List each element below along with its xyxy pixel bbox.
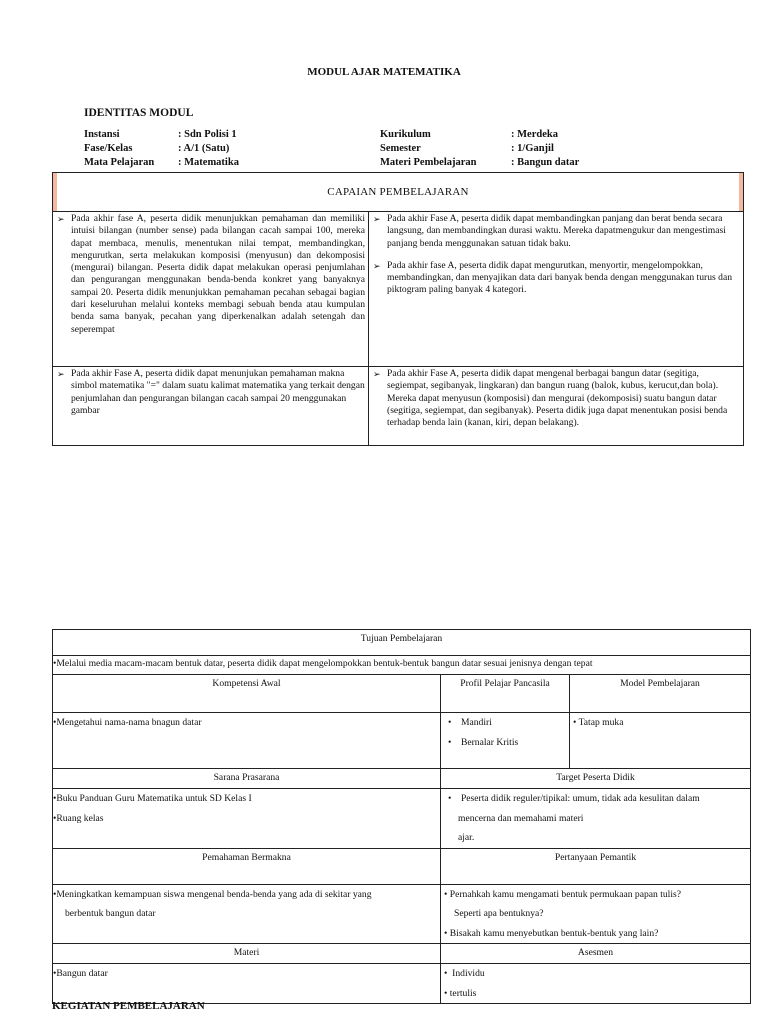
kegiatan-heading: KEGIATAN PEMBELAJARAN (52, 1000, 205, 1012)
capaian-heading: CAPAIAN PEMBELAJARAN (53, 173, 743, 212)
bullet-icon: • (448, 736, 461, 748)
list-item-continuation: Seperti apa bentuknya? (454, 908, 544, 919)
label-kurikulum: Kurikulum (380, 129, 431, 140)
list-item: • Bangun datar (53, 964, 440, 984)
sarana-cell (53, 789, 441, 849)
list-item (448, 789, 750, 809)
materi-cell (53, 964, 441, 1004)
bullet-icon: • (448, 717, 461, 728)
identitas-right-values (511, 128, 579, 170)
tujuan-text: • Melalui media macam-macam bentuk datar, peserta didik dapat mengelompokkan bentuk-bentuk bangun datar sesuai jenisnya dengan tepat (53, 658, 593, 669)
tujuan-heading: Tujuan Pembelajaran (53, 630, 751, 656)
document-title: MODUL AJAR MATEMATIKA (307, 66, 461, 78)
capaian-cell (53, 367, 369, 445)
label-instansi: Instansi (84, 129, 120, 140)
kompetensi-awal-heading: Kompetensi Awal (53, 675, 441, 713)
label-semester: Semester (380, 143, 421, 154)
list-item-text: Peserta didik reguler/tipikal: umum, tidak ada kesulitan dalam (460, 793, 700, 804)
value-mata-pelajaran: : Matematika (178, 157, 239, 168)
list-item-text: Bernalar Kritis (460, 736, 519, 748)
profil-heading: Profil Pelajar Pancasila (441, 675, 570, 713)
target-cell (441, 789, 751, 849)
identitas-left-labels (84, 128, 154, 170)
bullet-icon: • (444, 927, 450, 939)
bullet-icon: • (444, 888, 450, 900)
capaian-item (373, 368, 740, 429)
capaian-item (57, 368, 365, 417)
tujuan-table (52, 629, 751, 1004)
identitas-left-values (178, 128, 239, 170)
list-item: • Buku Panduan Guru Matematika untuk SD Kelas I (53, 789, 440, 809)
list-item-continuation: mencerna dan memahami materi (458, 812, 584, 824)
list-item-text: Pernahkah kamu mengamati bentuk permukaan papan tulis? (449, 888, 682, 900)
value-kurikulum: : Merdeka (511, 129, 558, 140)
model-cell (570, 713, 751, 769)
list-item-text: tertulis (449, 987, 477, 999)
bullet-icon: • (448, 793, 461, 804)
capaian-row (53, 212, 743, 367)
capaian-cell (369, 212, 743, 366)
list-item (573, 713, 750, 733)
pertanyaan-heading: Pertanyaan Pemantik (441, 848, 751, 884)
capaian-text: Pada akhir fase A, peserta didik dapat mengurutkan, menyortir, mengelompokkan, membandingkan, dan menyajikan data dari banyak benda dengan menggunakan turus dan piktogram paling banyak 4 kategori. (387, 259, 732, 296)
model-heading: Model Pembelajaran (570, 675, 751, 713)
arrow-bullet-icon: ➢ (373, 260, 381, 271)
list-item-continuation: berbentuk bangun datar (65, 908, 156, 919)
list-item: • Ruang kelas (53, 809, 440, 829)
list-item (444, 984, 750, 1004)
kompetensi-awal-cell (53, 713, 441, 769)
capaian-cell (369, 367, 743, 445)
label-mata-pelajaran: Mata Pelajaran (84, 157, 155, 168)
capaian-row (53, 367, 743, 445)
value-fase-kelas: : A/1 (Satu) (178, 143, 230, 154)
identitas-right-labels (380, 128, 477, 170)
pertanyaan-cell (441, 884, 751, 944)
identitas-heading: IDENTITAS MODUL (84, 107, 194, 119)
value-instansi: : Sdn Polisi 1 (178, 129, 237, 140)
arrow-bullet-icon: ➢ (373, 369, 381, 379)
capaian-text: Pada akhir Fase A, peserta didik dapat menunjukan pemahaman makna simbol matematika "=" dalam suatu kalimat matematika yang terkait dengan penjumlahan dan pengurangan bilangan cacah sampai 20 menggunakan gambar (71, 368, 365, 416)
pemahaman-heading: Pemahaman Bermakna (53, 848, 441, 884)
pemahaman-cell (53, 884, 441, 944)
asesmen-heading: Asesmen (441, 944, 751, 964)
value-semester: : 1/Ganjil (511, 143, 554, 154)
capaian-cell (53, 212, 369, 366)
list-item-text: Mandiri (460, 717, 492, 728)
bullet-icon: • (444, 987, 450, 999)
capaian-item (57, 213, 365, 336)
capaian-text: Pada akhir fase A, peserta didik menunjukkan pemahaman dan memiliki intuisi bilangan (number sense) pada bilangan cacah sampai 100, mereka dapat membaca, menulis, menentukan nilai tempat, membandingkan, mengurutkan, serta melakukan komposisi (menyusun) dan dekomposisi (mengurai) bilangan. Peserta didik dapat melakukan operasi penjumlahan dan pengurangan menggunakan benda-benda konkret yang banyaknya sampai 20. Peserta didik menunjukkan pemahaman pecahan sebagai bagian dari keseluruhan melalui konteks membagi sebuah benda atau kumpulan benda sama banyak, pecahan yang diperkenalkan adalah setengah dan seperempat (71, 213, 365, 335)
list-item (444, 964, 750, 984)
profil-cell (441, 713, 570, 769)
asesmen-cell (441, 964, 751, 1004)
bullet-icon: • (444, 968, 453, 979)
list-item (448, 713, 569, 733)
value-materi-pembelajaran: : Bangun datar (511, 157, 580, 168)
list-item (444, 924, 750, 944)
capaian-table (52, 172, 744, 446)
target-heading: Target Peserta Didik (441, 769, 751, 789)
materi-heading: Materi (53, 944, 441, 964)
list-item (444, 885, 750, 905)
list-item-continuation: ajar. (458, 832, 475, 843)
capaian-item (373, 260, 740, 297)
tujuan-text-cell (53, 656, 751, 675)
sarana-heading: Sarana Prasarana (53, 769, 441, 789)
label-materi-pembelajaran: Materi Pembelajaran (380, 157, 477, 168)
list-item-text: Individu (452, 968, 485, 979)
label-fase-kelas: Fase/Kelas (84, 143, 133, 154)
capaian-text: Pada akhir Fase A, peserta didik dapat membandingkan panjang dan berat benda secara langsung, dan membandingkan durasi waktu. Mereka dapatmengukur dan mengestimasi panjang benda menggunakan satuan tidak baku. (387, 213, 726, 249)
arrow-bullet-icon: ➢ (373, 214, 381, 224)
arrow-bullet-icon: ➢ (57, 369, 65, 379)
arrow-bullet-icon: ➢ (57, 214, 65, 224)
list-item (448, 733, 569, 753)
list-item: • Mengetahui nama-nama bnagun datar (53, 713, 440, 733)
list-item-text: Bisakah kamu menyebutkan bentuk-bentuk yang lain? (449, 927, 659, 939)
list-item: • Meningkatkan kemampuan siswa mengenal benda-benda yang ada di sekitar yang (53, 885, 440, 905)
list-item-text: Tatap muka (578, 717, 624, 728)
capaian-item (373, 213, 740, 250)
capaian-text: Pada akhir Fase A, peserta didik dapat mengenal berbagai bangun datar (segitiga, segiempat, segibanyak, lingkaran) dan bangun ruang (balok, kubus, kerucut,dan bola). Mereka dapat menyusun (komposisi) dan mengurai (dekomposisi) suatu bangun datar (segitiga, segiempat, dan segibanyak). Peserta didik juga dapat menentukan posisi benda terhadap benda lain (kanan, kiri, depan belakang). (387, 368, 728, 429)
bullet-icon: • (573, 717, 579, 728)
